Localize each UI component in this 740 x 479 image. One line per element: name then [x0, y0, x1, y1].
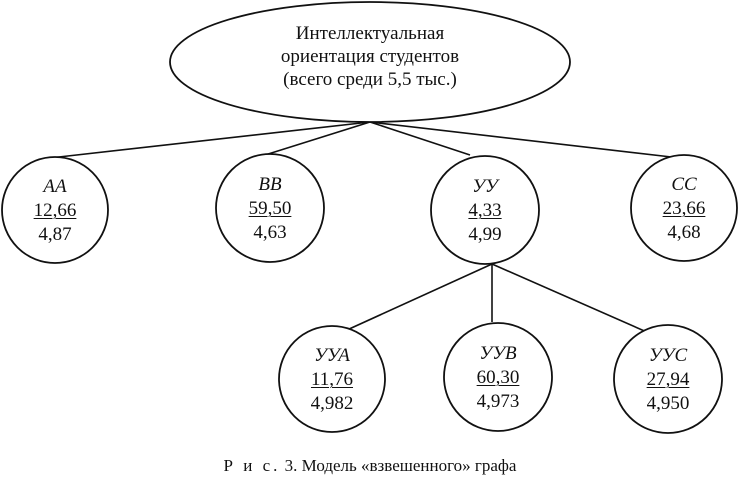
root-label-line3: (всего среди 5,5 тыс.) — [283, 69, 457, 90]
edge-root-bb — [265, 122, 370, 155]
node-uu-label — [430, 175, 540, 247]
node-name: АА — [43, 176, 67, 197]
edge-root-cc — [370, 122, 680, 158]
caption-prefix: Р и с. — [223, 456, 281, 475]
node-value1: 4,33 — [468, 200, 502, 221]
node-value2: 4,973 — [476, 391, 520, 412]
node-uuc-label — [613, 344, 723, 416]
edge-root-aa — [50, 122, 370, 158]
node-aa-label — [0, 175, 110, 247]
node-value1: 27,94 — [646, 369, 690, 390]
edge-root-uu — [370, 122, 470, 155]
root-label-line2: ориентация студентов — [280, 46, 460, 67]
node-name: УУ — [472, 176, 498, 197]
node-value2: 4,982 — [310, 393, 354, 414]
node-uub-label — [443, 342, 553, 414]
root-label — [190, 22, 550, 91]
root-label-line1: Интеллектуальная — [295, 23, 445, 44]
node-bb-label — [215, 173, 325, 245]
node-name: СС — [671, 174, 697, 195]
node-value1: 60,30 — [476, 367, 520, 388]
node-uua-label — [277, 344, 387, 416]
node-value2: 4,950 — [646, 393, 690, 414]
node-value1: 12,66 — [33, 200, 77, 221]
node-value2: 4,68 — [667, 222, 701, 243]
node-name: ВВ — [258, 174, 282, 195]
node-value1: 23,66 — [662, 198, 706, 219]
node-value2: 4,63 — [253, 222, 287, 243]
figure-caption — [160, 456, 580, 476]
node-value1: 59,50 — [248, 198, 292, 219]
node-name: УУА — [314, 345, 350, 366]
node-value2: 4,87 — [38, 224, 72, 245]
caption-text: 3. Модель «взвешенного» графа — [284, 456, 517, 475]
node-cc-label — [629, 173, 739, 245]
node-value2: 4,99 — [468, 224, 502, 245]
node-value1: 11,76 — [310, 369, 354, 390]
node-name: УУВ — [479, 343, 517, 364]
node-name: УУС — [648, 345, 688, 366]
